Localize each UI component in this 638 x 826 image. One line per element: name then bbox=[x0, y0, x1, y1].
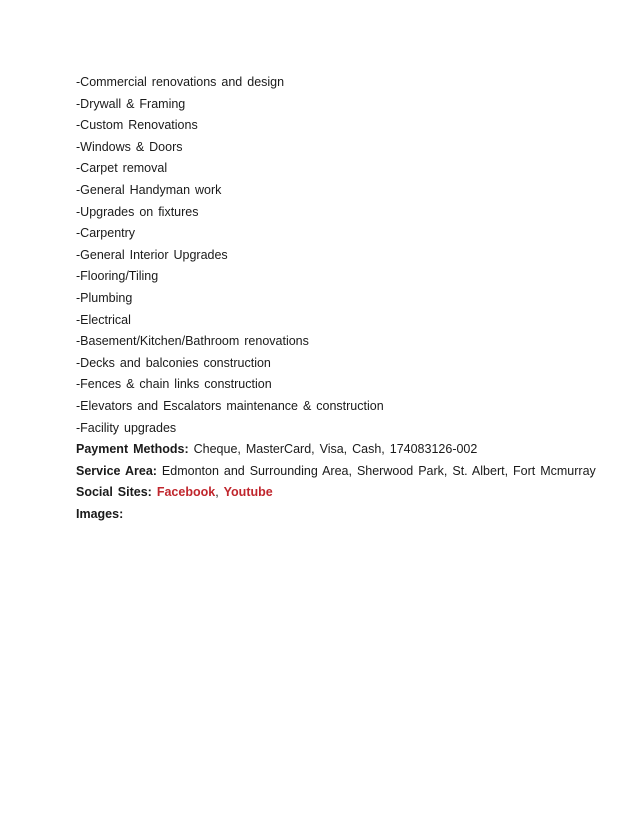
service-item: -Facility upgrades bbox=[76, 420, 177, 435]
facebook-link[interactable]: Facebook bbox=[156, 485, 216, 500]
document-content bbox=[76, 72, 596, 525]
services-list bbox=[76, 72, 596, 439]
service-item: -Windows & Doors bbox=[76, 139, 183, 154]
service-item: -Custom Renovations bbox=[76, 118, 198, 133]
payment-methods-row bbox=[76, 439, 596, 461]
social-sites-label: Social Sites: bbox=[76, 485, 152, 500]
service-item: -Carpet removal bbox=[76, 161, 168, 176]
payment-methods-value: Cheque, MasterCard, Visa, Cash, 174083126-002 bbox=[188, 442, 478, 457]
youtube-link[interactable]: Youtube bbox=[223, 485, 273, 500]
service-item: -Drywall & Framing bbox=[76, 96, 186, 111]
payment-methods-label: Payment Methods: bbox=[76, 442, 189, 457]
social-sites-row bbox=[76, 482, 596, 504]
service-item: -Upgrades on fixtures bbox=[76, 204, 199, 219]
service-area-row bbox=[76, 461, 596, 483]
service-area-value: Edmonton and Surrounding Area, Sherwood Park, St. Albert, Fort Mcmurray bbox=[156, 463, 596, 478]
service-item: -Commercial renovations and design bbox=[76, 75, 285, 89]
images-row bbox=[76, 504, 596, 526]
social-separator: , bbox=[215, 485, 224, 500]
service-item: -Elevators and Escalators maintenance & construction bbox=[76, 398, 384, 413]
service-item: -General Interior Upgrades bbox=[76, 247, 228, 262]
service-item: -Plumbing bbox=[76, 290, 133, 305]
service-item: -Electrical bbox=[76, 312, 131, 327]
service-item: -Decks and balconies construction bbox=[76, 355, 271, 370]
service-area-label: Service Area: bbox=[76, 463, 157, 478]
service-item: -Fences & chain links construction bbox=[76, 377, 272, 392]
service-item: -General Handyman work bbox=[76, 182, 222, 197]
service-item: -Carpentry bbox=[76, 226, 136, 241]
service-item: -Flooring/Tiling bbox=[76, 269, 159, 284]
service-item: -Basement/Kitchen/Bathroom renovations bbox=[76, 334, 309, 349]
images-label: Images: bbox=[76, 506, 124, 521]
